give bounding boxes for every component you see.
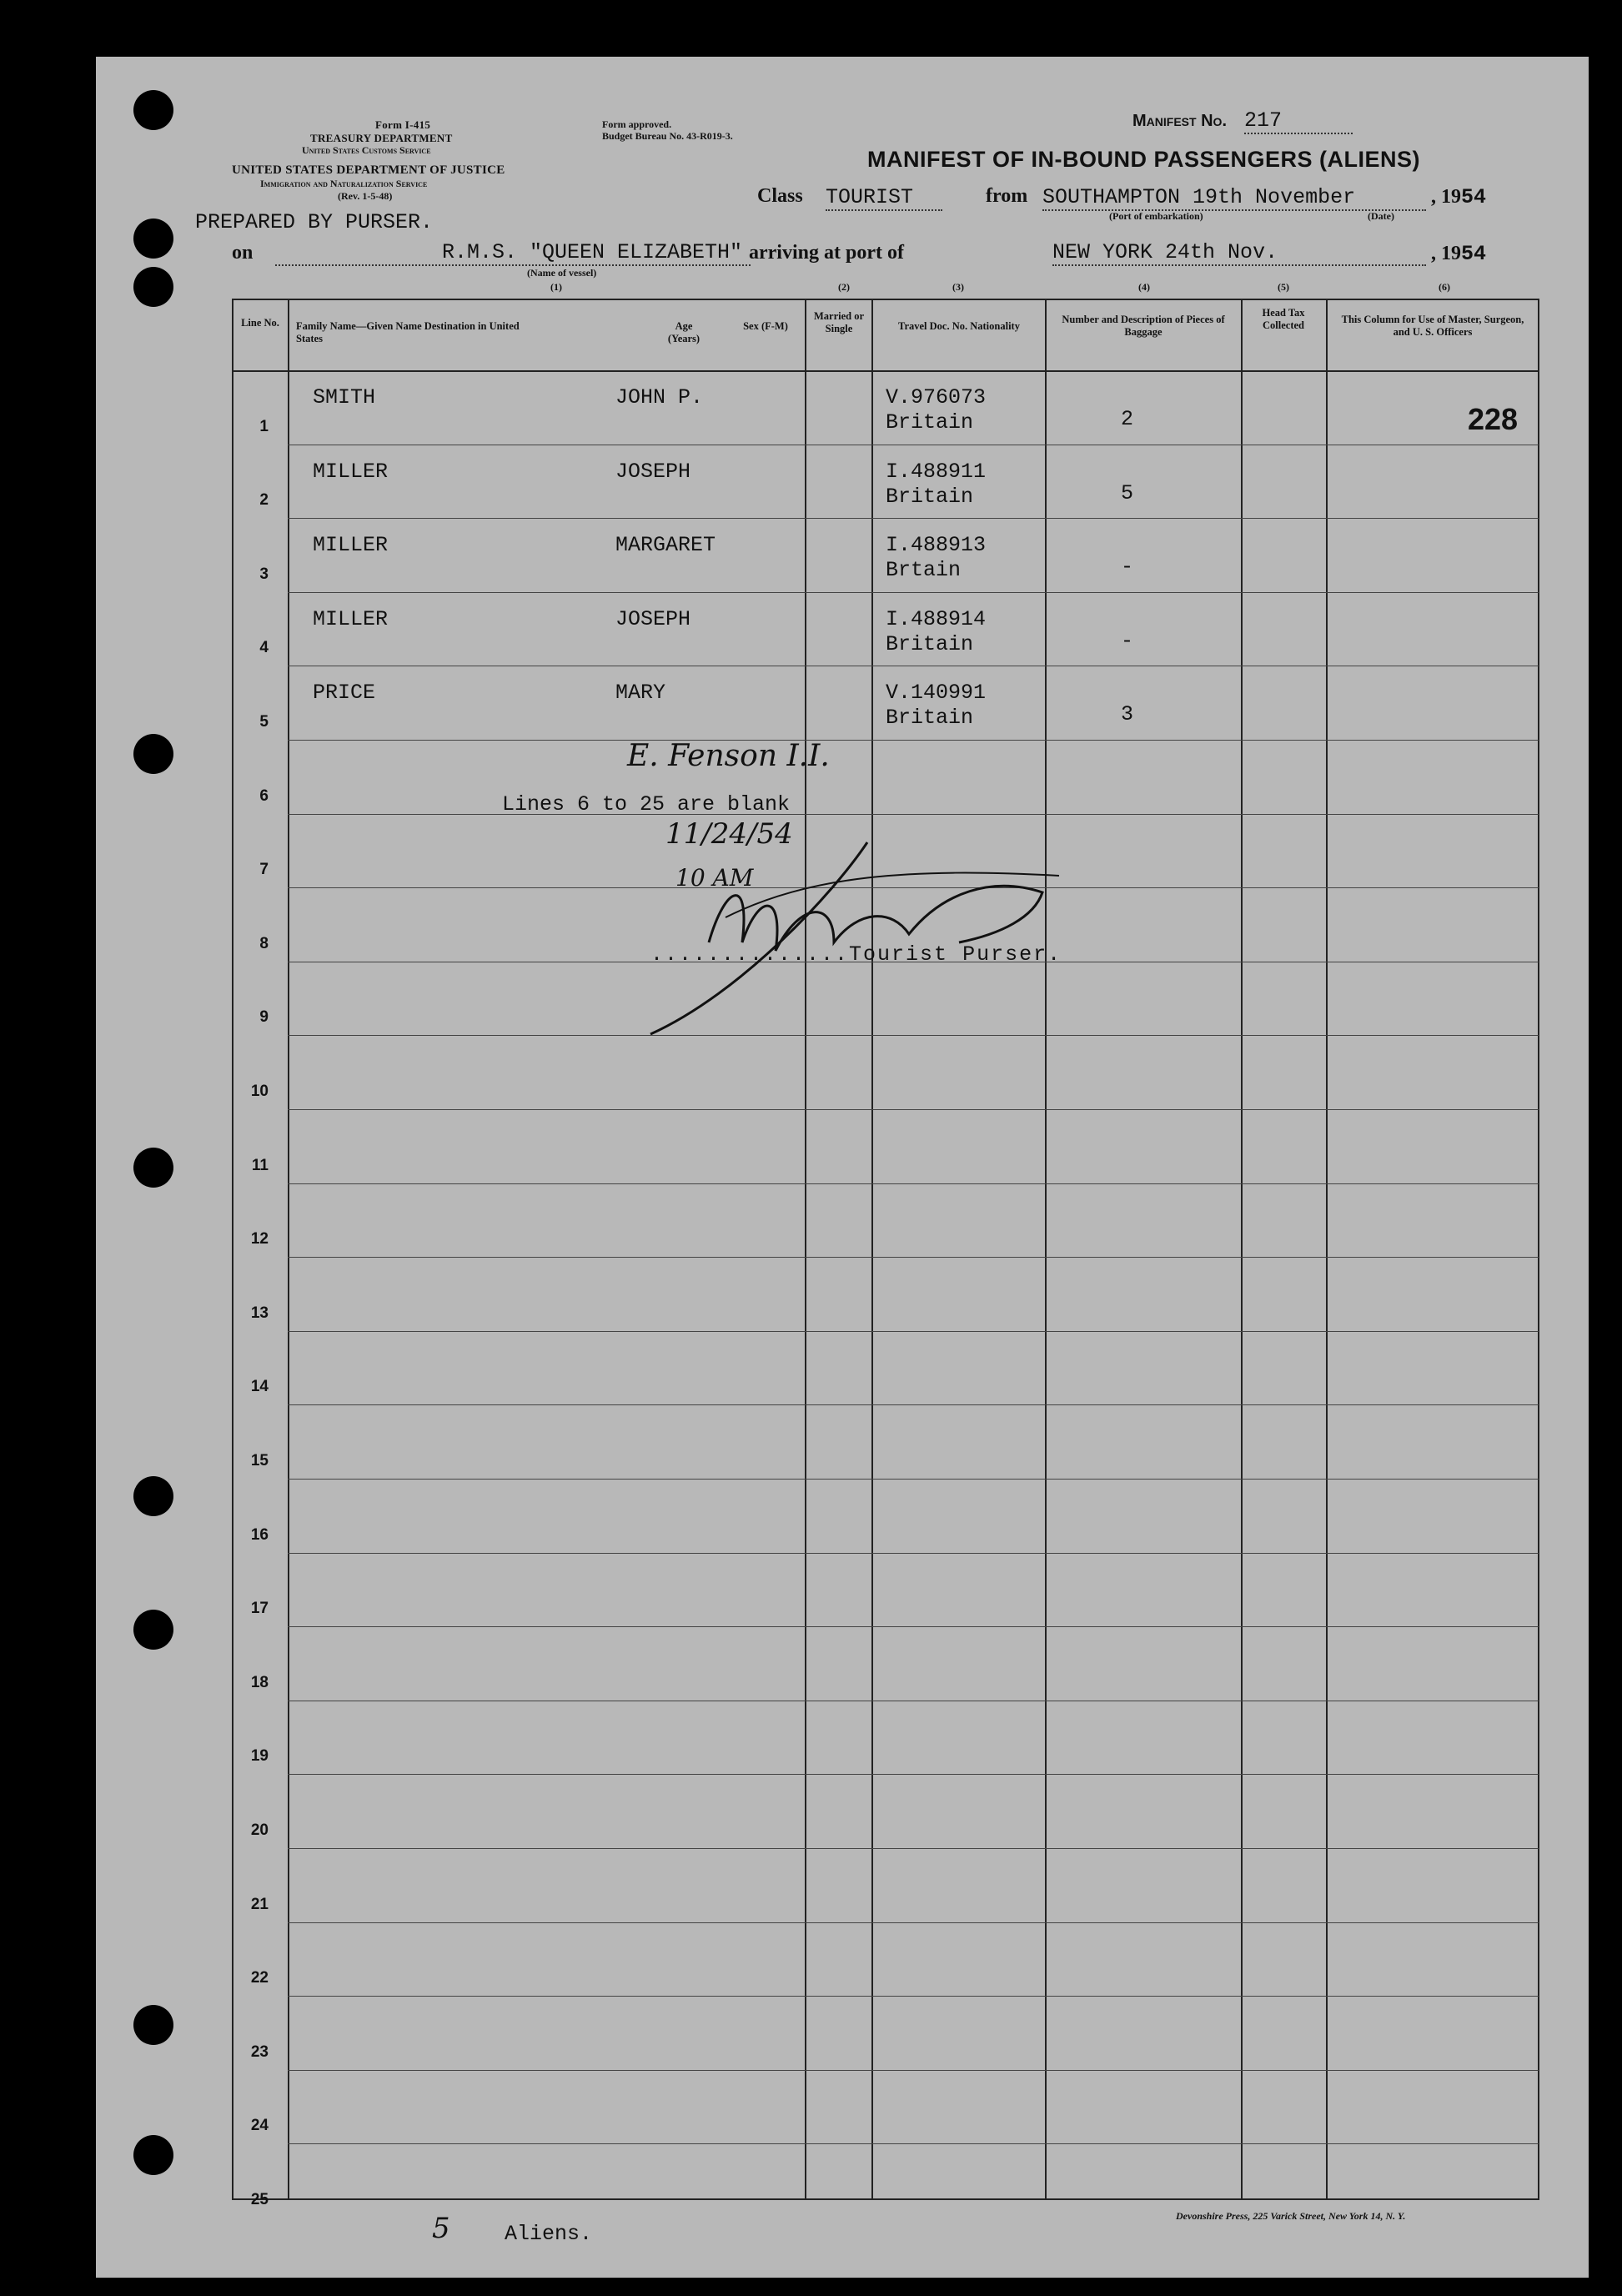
passenger-given-name: JOSEPH: [615, 607, 691, 631]
line-number: 4: [259, 639, 269, 656]
line-number: 25: [250, 2191, 269, 2208]
punch-hole: [133, 2005, 173, 2045]
line-number: 1: [259, 418, 269, 435]
row-divider: [288, 2070, 1539, 2071]
col-header-name: Family Name—Given Name Destination in United States: [296, 320, 520, 344]
passenger-nationality: Britain: [886, 410, 974, 435]
embarkation: SOUTHAMPTON 19th November: [1042, 185, 1426, 211]
row-divider: [288, 1109, 1539, 1110]
passenger-family-name: PRICE: [313, 681, 376, 705]
passenger-baggage: 2: [1121, 407, 1134, 431]
row-divider: [288, 814, 1539, 815]
passenger-family-name: MILLER: [313, 607, 389, 631]
printer-imprint: Devonshire Press, 225 Varick Street, New York 14, N. Y.: [1176, 2210, 1406, 2222]
row-divider: [288, 1922, 1539, 1923]
passenger-family-name: MILLER: [313, 533, 389, 557]
form-number: Form I-415: [375, 118, 431, 131]
line-number: 20: [250, 1821, 269, 1839]
passenger-baggage: -: [1121, 629, 1134, 653]
vessel-caption: (Name of vessel): [527, 267, 597, 279]
punch-hole: [133, 267, 173, 307]
row-divider: [288, 740, 1539, 741]
line-number: 10: [250, 1083, 269, 1100]
line-number: 22: [250, 1969, 269, 1987]
line-number: 24: [250, 2117, 269, 2134]
col-header-sex: Sex (F-M): [743, 320, 788, 332]
page-total: 228: [1468, 402, 1519, 436]
row-divider: [288, 1848, 1539, 1849]
row-divider: [288, 1626, 1539, 1627]
port-caption: (Port of embarkation): [1109, 210, 1203, 222]
row-divider: [288, 1774, 1539, 1775]
row-divider: [288, 518, 1539, 519]
passenger-nationality: Brtain: [886, 558, 962, 582]
passenger-travel-doc: I.488913: [886, 533, 987, 557]
customs-service: United States Customs Service: [302, 144, 431, 156]
punch-hole: [133, 2135, 173, 2175]
punch-hole: [133, 90, 173, 130]
line-number: 5: [259, 713, 269, 731]
col-num: (5): [1278, 281, 1289, 293]
col-header-officers: This Column for Use of Master, Surgeon, and U. S. Officers: [1341, 314, 1524, 338]
passenger-travel-doc: V.140991: [886, 681, 987, 705]
col-header-head-tax: Head Tax Collected: [1262, 307, 1305, 331]
vessel-name: R.M.S. "QUEEN ELIZABETH": [275, 240, 751, 266]
purser-line: ..............Tourist Purser.: [650, 942, 1062, 967]
class-label: Class: [757, 185, 803, 207]
row-divider: [288, 1553, 1539, 1554]
row-divider: [288, 1257, 1539, 1258]
row-divider: [288, 1996, 1539, 1997]
punch-hole: [133, 734, 173, 774]
line-number: 21: [250, 1896, 269, 1913]
passenger-baggage: 3: [1121, 702, 1134, 726]
col-num: (2): [838, 281, 850, 293]
row-divider: [288, 2143, 1539, 2144]
punch-hole: [133, 1476, 173, 1516]
passenger-family-name: MILLER: [313, 460, 389, 484]
punch-hole: [133, 1148, 173, 1188]
line-number: 12: [250, 1230, 269, 1248]
row-divider: [288, 592, 1539, 593]
passenger-family-name: SMITH: [313, 385, 376, 409]
line-number: 3: [259, 565, 269, 583]
line-number: 14: [250, 1378, 269, 1395]
class-value: TOURIST: [826, 185, 942, 211]
row-divider: [288, 1183, 1539, 1184]
manifest-title: MANIFEST OF IN-BOUND PASSENGERS (ALIENS): [867, 147, 1421, 172]
passenger-given-name: JOSEPH: [615, 460, 691, 484]
justice-dept: UNITED STATES DEPARTMENT OF JUSTICE: [232, 163, 505, 177]
passenger-nationality: Britain: [886, 706, 974, 730]
passenger-baggage: -: [1121, 555, 1134, 579]
year-1: , 1954: [1431, 185, 1487, 209]
inspector-signature: E. Fenson I.I.: [627, 739, 830, 773]
line-number: 18: [250, 1674, 269, 1691]
arrival: NEW YORK 24th Nov.: [1052, 240, 1426, 266]
line-number: 8: [259, 935, 269, 952]
year-2: , 1954: [1431, 242, 1487, 266]
budget-bureau: Budget Bureau No. 43-R019-3.: [602, 130, 733, 142]
line-number: 19: [250, 1747, 269, 1765]
passenger-travel-doc: I.488911: [886, 460, 987, 484]
treasury-dept: TREASURY DEPARTMENT: [310, 132, 453, 144]
alien-count: 5: [432, 2212, 450, 2245]
col-header-age: Age (Years): [667, 320, 701, 344]
ins-service: Immigration and Naturalization Service: [260, 178, 428, 189]
col-header-travel-doc: Travel Doc. No. Nationality: [898, 320, 1020, 332]
line-number: 7: [259, 861, 269, 878]
passenger-baggage: 5: [1121, 481, 1134, 505]
handwritten-date: 11/24/54: [665, 817, 793, 851]
punch-hole: [133, 1610, 173, 1650]
line-number: 6: [259, 787, 269, 805]
passenger-travel-doc: V.976073: [886, 385, 987, 409]
blank-lines-note: Lines 6 to 25 are blank: [502, 792, 791, 816]
line-number: 2: [259, 491, 269, 509]
line-number: 9: [259, 1008, 269, 1026]
line-number: 15: [250, 1452, 269, 1470]
col-num: (1): [550, 281, 562, 293]
handwritten-time: 10 AM: [675, 864, 754, 892]
line-number: 11: [251, 1157, 269, 1174]
passenger-travel-doc: I.488914: [886, 607, 987, 631]
row-divider: [288, 1404, 1539, 1405]
col-num: (3): [952, 281, 964, 293]
line-number: 17: [250, 1600, 269, 1617]
from-label: from: [986, 185, 1028, 207]
purser-signature: [642, 826, 1076, 1042]
line-number: 13: [250, 1304, 269, 1322]
passenger-given-name: MARGARET: [615, 533, 716, 557]
punch-hole: [133, 219, 173, 259]
on-label: on: [232, 242, 254, 264]
date-caption: (Date): [1368, 210, 1394, 222]
passenger-nationality: Britain: [886, 632, 974, 656]
prepared-by: PREPARED BY PURSER.: [195, 210, 434, 234]
manifest-no-label: Manifest No.: [1132, 112, 1227, 130]
line-number: 23: [250, 2043, 269, 2061]
line-number: 16: [250, 1526, 269, 1544]
form-approved: Form approved.: [602, 118, 672, 130]
col-num: (6): [1439, 281, 1450, 293]
aliens-label: Aliens.: [505, 2222, 593, 2246]
col-header-married: Married or Single: [813, 310, 865, 334]
col-num: (4): [1138, 281, 1150, 293]
passenger-nationality: Britain: [886, 485, 974, 509]
row-divider: [288, 1479, 1539, 1480]
form-revision: (Rev. 1-5-48): [338, 190, 393, 202]
row-divider: [288, 1331, 1539, 1332]
col-header-line-no: Line No.: [241, 317, 279, 329]
passenger-given-name: JOHN P.: [615, 385, 704, 409]
manifest-no: 217: [1244, 108, 1353, 134]
col-header-baggage: Number and Description of Pieces of Baggage: [1062, 314, 1225, 338]
arriving-label: arriving at port of: [749, 242, 904, 264]
passenger-given-name: MARY: [615, 681, 666, 705]
